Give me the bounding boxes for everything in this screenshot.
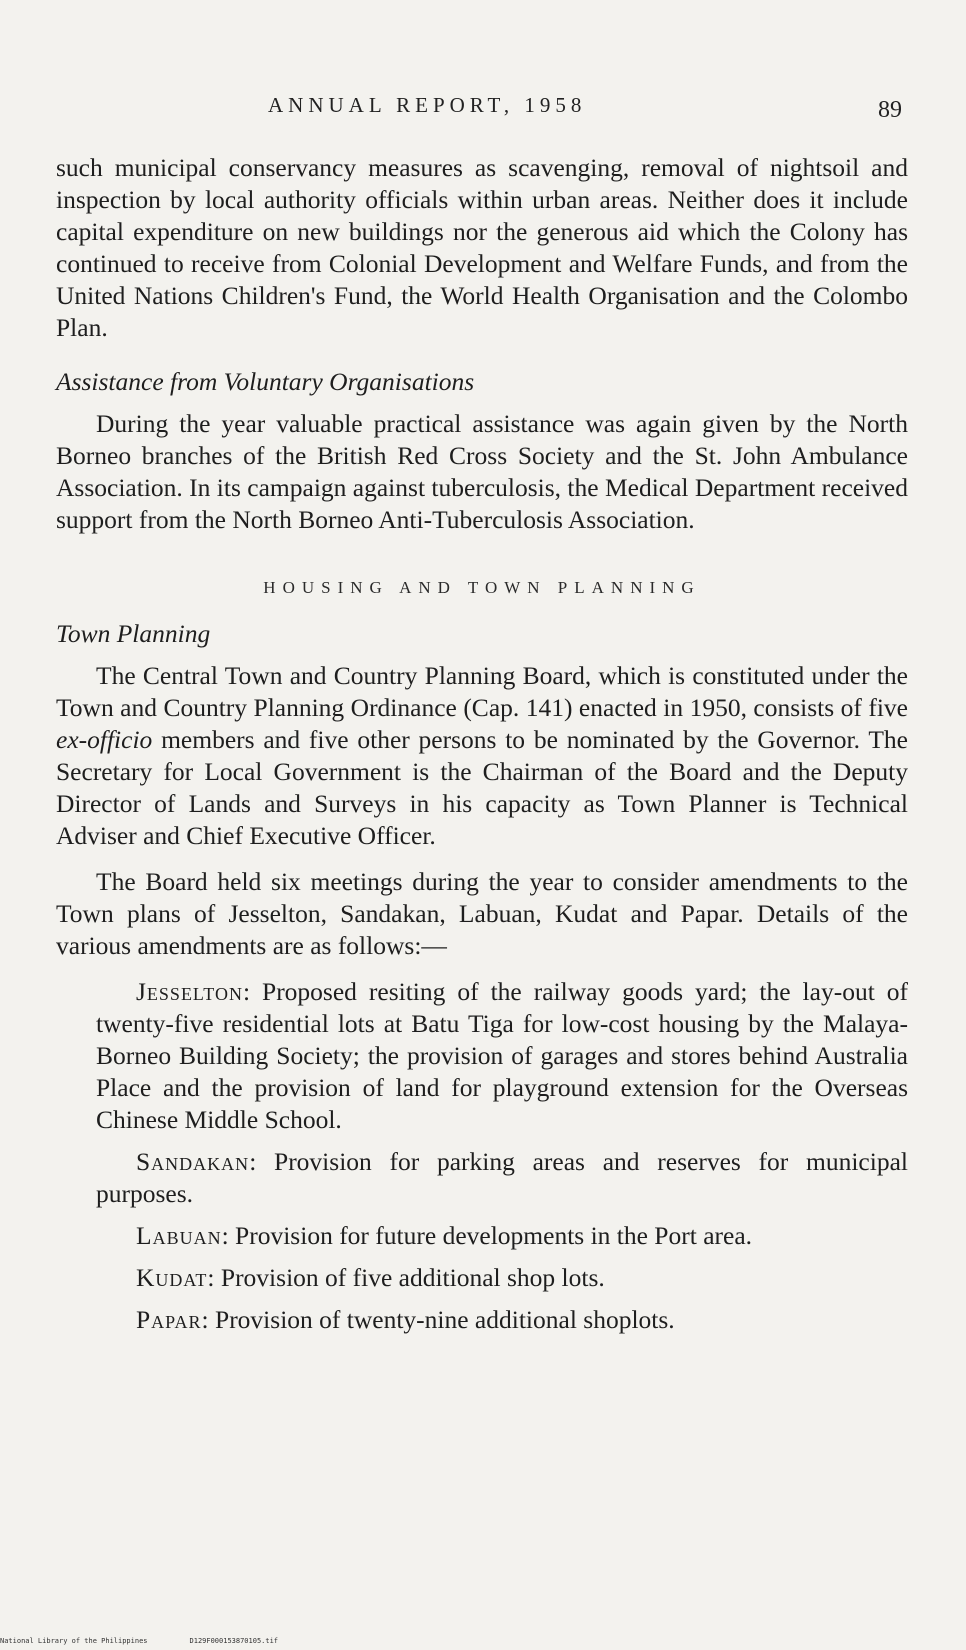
page-header [0,93,966,133]
amendment-text: : Provision for future developments in the Port area. [221,1221,753,1250]
town-name: Labuan [136,1221,222,1250]
amendment-text: : Provision of twenty-nine additional shoplots. [201,1305,675,1334]
board-paragraph-text-2: members and five other persons to be nominated by the Governor. The Secretary for Local Government is the Chairman of the Board and the Deputy Director of Lands and Surveys in his capacity as Town Planner is Technical Adviser and Chief Executive Officer. [56,725,908,850]
running-title: ANNUAL REPORT, 1958 [268,93,587,117]
board-paragraph-text-1: The Central Town and Country Planning Board, which is constituted under the Town and Country Planning Ordinance (Cap. 141) enacted in 1950, consists of five [56,661,908,722]
board-paragraph [56,660,908,852]
assistance-heading: Assistance from Voluntary Organisations [56,367,475,396]
town-planning-heading: Town Planning [56,619,211,648]
amendment-kudat [96,1262,908,1294]
footer-source: National Library of the Philippines [0,1637,148,1645]
amendment-jesselton [96,976,908,1136]
housing-section-heading: HOUSING AND TOWN PLANNING [263,578,701,597]
amendment-labuan [96,1220,908,1252]
town-name: Kudat [136,1263,208,1292]
amendment-sandakan [96,1146,908,1210]
town-name: Papar [136,1305,202,1334]
amendment-papar [96,1304,908,1336]
page-number: 89 [878,97,902,123]
amendment-text: : Proposed resiting of the railway goods yard; the lay-out of twenty-five residential lots at Batu Tiga for low-cost housing by the Malaya-Borneo Building Society; the provision of garages and stores behind Australia Place and the provision of land for playground extension for the Overseas Chinese Middle School. [96,977,908,1134]
intro-paragraph: such municipal conservancy measures as scavenging, removal of nightsoil and inspection by local authority officials within urban areas. Neither does it include capital expenditure on new buildings nor the generous aid which the Colony has continued to receive from Colonial Development and Welfare Funds, and from the United Nations Children's Fund, the World Health Organisation and the Colombo Plan. [56,153,908,342]
town-name: Jesselton [136,977,243,1006]
footer-file: D129F000153870105.tif [189,1637,279,1645]
town-name: Sandakan [136,1147,250,1176]
amendment-text: : Provision for parking areas and reserves for municipal purposes. [96,1147,908,1208]
meetings-paragraph: The Board held six meetings during the year to consider amendments to the Town plans of Jesselton, Sandakan, Labuan, Kudat and Papar. Details of the various amendments are as follows:— [56,867,908,960]
amendment-text: : Provision of five additional shop lots. [207,1263,605,1292]
scan-footer [0,1637,320,1645]
page-body [56,152,908,1346]
assistance-paragraph: During the year valuable practical assistance was again given by the North Borneo branches of the British Red Cross Society and the St. John Ambulance Association. In its campaign against tuberculosis, the Medical Department received support from the North Borneo Anti-Tuberculosis Association. [56,409,908,534]
ex-officio-term: ex-officio [56,725,153,754]
